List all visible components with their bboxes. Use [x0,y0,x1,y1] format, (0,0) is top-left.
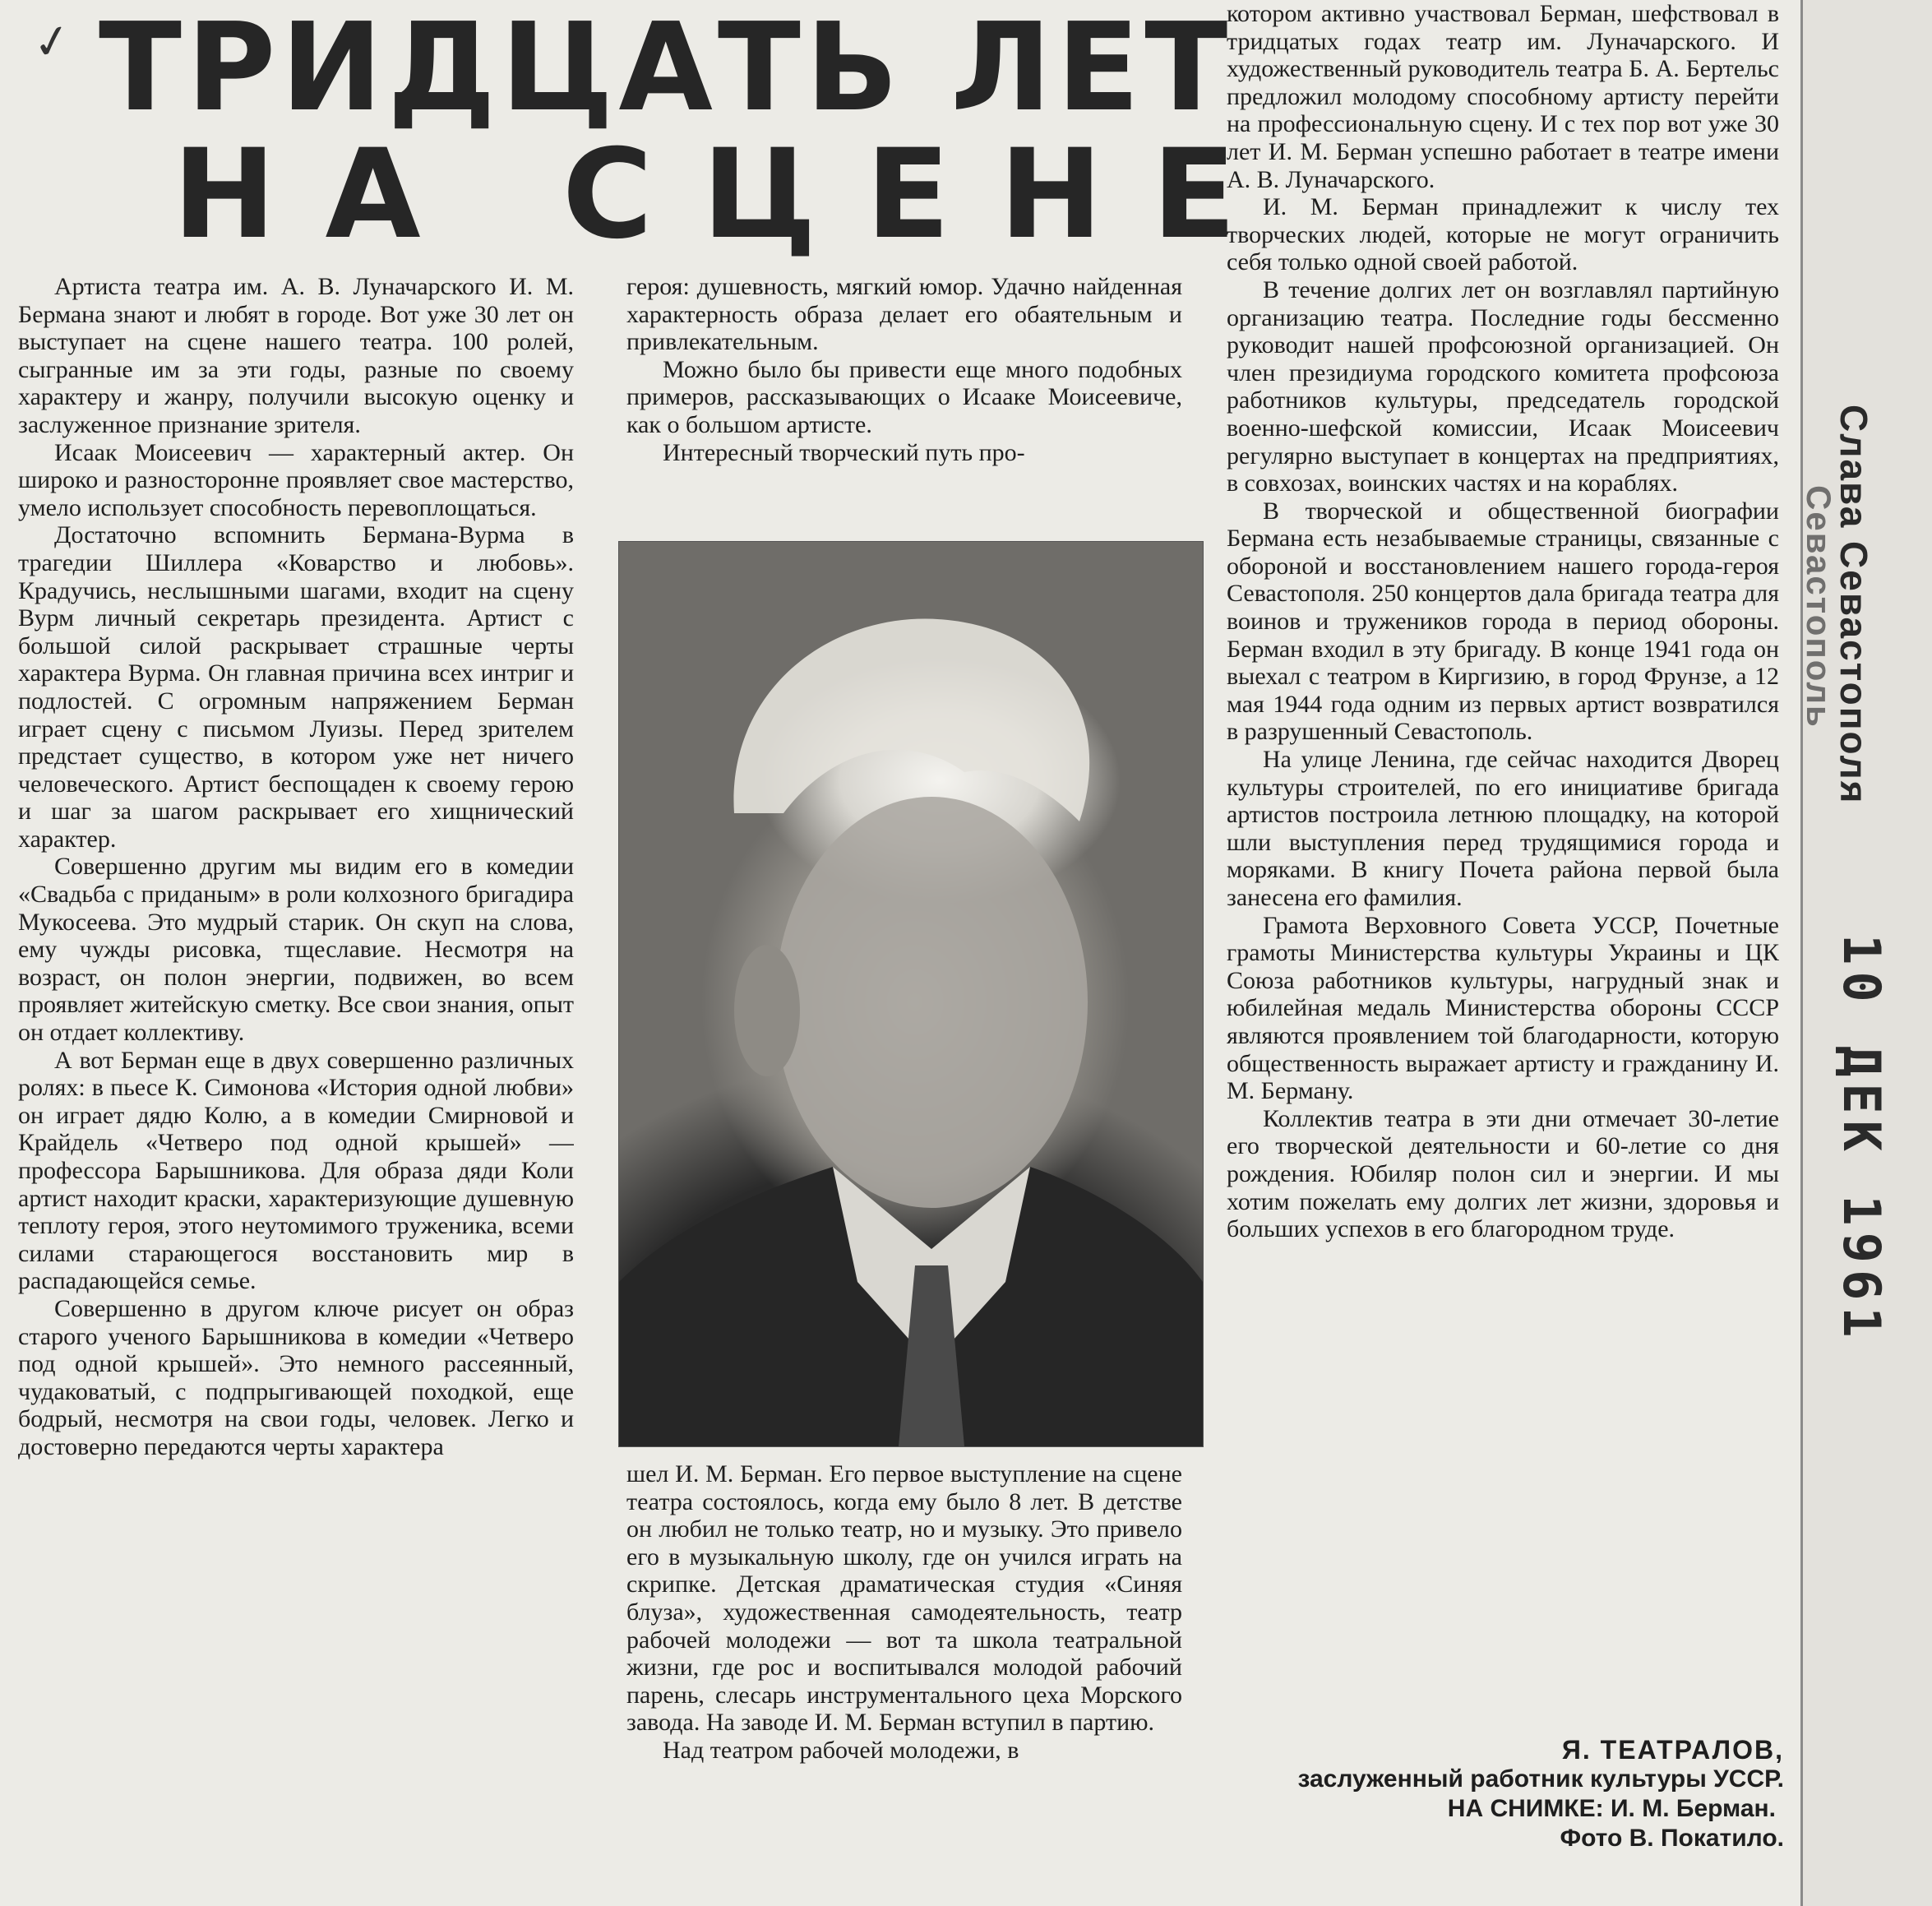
column-3 [1227,0,1779,1743]
paragraph: Коллектив театра в эти дни отмечает 30-летие его творческой деятельности и 60-летие со дня рождения. Юбиляр полон сил и энергии. И мы хотим пожелать ему долгих лет жизни, здоровья и больших успехов в его благородном труде. [1227,1104,1779,1243]
portrait-face [775,797,1088,1208]
paragraph: шел И. М. Берман. Его первое выступление на сцене театра состоялось, когда ему было 8 лет. В детстве он любил не только театр, но и музыку. Это привело его в музыкальную школу, где он учился играть на скрипке. Детская драматическая студия «Синяя блуза», художественная самодеятельность, театр рабочей молодежи — вот та школа театральной жизни, где рос и воспитывался молодой рабочий парень, слесарь инструментального цеха Морского завода. На заводе И. М. Берман вступил в партию. [626,1460,1182,1737]
photo-caption: НА СНИМКЕ: И. М. Берман. [1447,1795,1776,1822]
paragraph: Совершенно в другом ключе рисует он образ старого ученого Барышникова в комедии «Четверо под одной крышей». Это немного рассеянный, чудаковатый, с подпрыгивающей походкой, еще бодрый, несмотря на свои годы, человек. Легко и достоверно передаются черты характера [18,1294,574,1460]
paragraph: На улице Ленина, где сейчас находится Дворец культуры строителей, по его инициативе бригада артистов построила летнюю площадку, на которой шли выступления перед трудящимися города и моряками. В книгу Почета района первой была занесена его фамилия. [1227,746,1779,911]
photo-credit: Фото В. Покатило. [1560,1825,1784,1852]
portrait-hair [733,619,1089,821]
paragraph: Интересный творческий путь про- [663,438,1025,466]
column-2-top [626,273,1182,528]
paragraph: Можно было бы привести еще много подобных примеров, рассказывающих о Исааке Моисеевиче, как о большом артисте. [626,355,1182,438]
paragraph: Совершенно другим мы видим его в комедии «Свадьба с приданым» в роли колхозного бригадира Мукосеева. Это мудрый старик. Он скуп на слова, ему чужды рисовка, тщеславие. Несмотря на возраст, он полон энергии, подвижен, во всем проявляет житейскую сметку. Все свои знания, опыт он отдает коллективу. [18,853,574,1047]
author-name: Я. ТЕАТРАЛОВ, [1561,1735,1784,1765]
paragraph: котором активно участвовал Берман, шефствовал в тридцатых годах театр им. Луначарского. И художественный руководитель театра Б. А. Бертельс предложил молодому способному артисту перейти на профессиональную сцену. И с тех пор вот уже 30 лет И. М. Берман успешно работает в театре имени А. В. Луначарского. [1227,0,1779,193]
paragraph: Исаак Моисеевич — характерный актер. Он широко и разносторонне проявляет свое мастерство, умело использует способность перевоплощаться. [18,438,574,521]
author-title: заслуженный работник культуры УССР. [1297,1765,1784,1793]
portrait-ear [734,945,800,1076]
paragraph: В творческой и общественной биографии Бермана есть незабываемые страницы, связанные с обороной и восстановлением нашего города-героя Севастополя. 250 концертов дала бригада театра для воинов и тружеников города в период обороны. Берман входил в эту бригаду. В конце 1941 года он выехал с театром в Киргизию, в город Фрунзе, а 12 мая 1944 года одним из первых артист возвратился в разрушенный Севастополь. [1227,497,1779,746]
paragraph: В течение долгих лет он возглавлял партийную организацию театра. Последние годы бессменно руководит нашей профсоюзной организацией. Он член президиума городского комитета профсоюза работников культуры, председатель городской военно-шефской комиссии, Исаак Моисеевич регулярно выступает в концертах на предприятиях, в совхозах, воинских частях и на кораблях. [1227,275,1779,497]
paragraph: Артиста театра им. А. В. Луначарского И. М. Бермана знают и любят в городе. Вот уже 30 лет он выступает на сцене нашего театра. 100 ролей, сыгранные им за эти годы, разные по своему характеру и жанру, получили высокую оценку и заслуженное признание зрителя. [18,273,574,438]
paragraph: И. М. Берман принадлежит к числу тех творческих людей, которые не могут ограничить себя только одной своей работой. [1227,193,1779,276]
headline-line-1: ТРИДЦАТЬ ЛЕТ [99,0,1233,138]
source-stamp: Слава Севастополя [1833,405,1875,805]
column-1 [18,273,574,1901]
signature-block [1044,1735,1784,1853]
headline-line-2: НА СЦЕНЕ [173,123,1286,266]
source-faint-stamp: Севастополь [1800,485,1838,729]
check-mark: ✓ [28,12,76,71]
portrait-silhouette [619,542,1203,1446]
paragraph: героя: душевность, мягкий юмор. Удачно найденная характерность образа делает его обаятельным и привлекательным. [626,273,1182,356]
paragraph: Достаточно вспомнить Бермана-Вурма в трагедии Шиллера «Коварство и любовь». Крадучись, неслышными шагами, входит на сцену Вурм личный секретарь президента. Артист с большой силой раскрывает страшные черты характера Вурма. Он главная причина всех интриг и подлостей. С огромным напряжением Берман играет сцену с письмом Луизы. Перед зрителем предстает существо, в котором уже нет ничего человеческого. Артист беспощаден к своему герою и шаг за шагом раскрывает его хищнический характер. [18,521,574,853]
margin-line [1800,0,1803,1906]
paragraph: Над театром рабочей молодежи, в [663,1736,1019,1764]
date-stamp: 10 ДЕК 1961 [1832,934,1892,1344]
paragraph: А вот Берман еще в двух совершенно различных ролях: в пьесе К. Симонова «История одной любви» он играет дядю Колю, а в комедии Смирновой и Крайдель «Четверо под одной крышей» — профессора Барышникова. Для образа дяди Коли артист находит краски, характеризующие душевную теплоту героя, этого неутомимого труженика, всеми силами старающегося восстановить мир в распадающейся семье. [18,1046,574,1295]
portrait-photo [618,541,1204,1447]
paragraph: Грамота Верховного Совета УССР, Почетные грамоты Министерства культуры Украины и ЦК Союза работников культуры, нагрудный знак и юбилейная медаль Министерства обороны СССР являются проявлением той благодарности, которую общественность выражает артисту и гражданину И. М. Берману. [1227,911,1779,1105]
